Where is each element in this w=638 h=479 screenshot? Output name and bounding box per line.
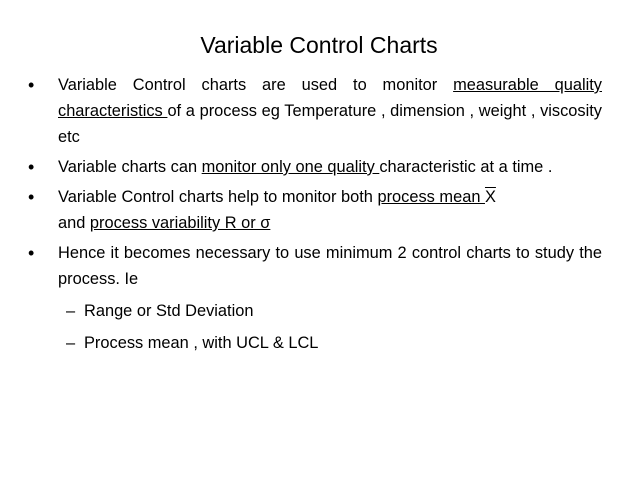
sub-item-2	[58, 330, 602, 356]
bullet-2-text: Variable charts can	[58, 158, 202, 176]
x-bar-symbol: $\overline{X}$	[484, 188, 496, 206]
bullet-dot: •	[28, 187, 35, 207]
bullet-list	[28, 72, 602, 360]
bullet-dot: •	[28, 243, 35, 263]
bullet-4-text: Hence it becomes necessary to use minimum 2 control charts to study the process. Ie	[58, 244, 602, 288]
bullet-1-text-end: of a process eg Temperature , dimension , weight , viscosity etc	[58, 102, 603, 146]
bullet-3-process-variability: process variability R or σ	[89, 214, 271, 232]
bullet-3-process-mean: process mean	[377, 188, 485, 206]
sub-list	[58, 298, 602, 356]
bullet-dot: •	[28, 75, 35, 95]
bullet-item-1	[28, 72, 602, 150]
slide-title: Variable Control Charts	[200, 32, 438, 58]
bullet-2-underlined: monitor only one quality	[201, 158, 380, 176]
bullet-2-text-end: characteristic at a time .	[379, 158, 553, 176]
dash-marker: –	[66, 334, 76, 352]
bullet-3-text: Variable Control charts help to monitor both	[58, 188, 378, 206]
bullet-1-text: Variable Control charts are used to monitor	[58, 76, 454, 94]
bullet-3-text-mid: and	[58, 214, 90, 232]
bullet-item-2	[28, 154, 602, 180]
sub-item-1-text: Range or Std Deviation	[84, 302, 254, 320]
dash-marker: –	[66, 302, 76, 320]
bullet-dot: •	[28, 157, 35, 177]
sub-item-1	[58, 298, 602, 324]
bullet-1-underlined: measurable quality characteristics	[58, 76, 602, 120]
bullet-item-4	[28, 240, 602, 356]
bullet-item-3	[28, 184, 602, 236]
sub-item-2-text: Process mean , with UCL & LCL	[84, 334, 319, 352]
